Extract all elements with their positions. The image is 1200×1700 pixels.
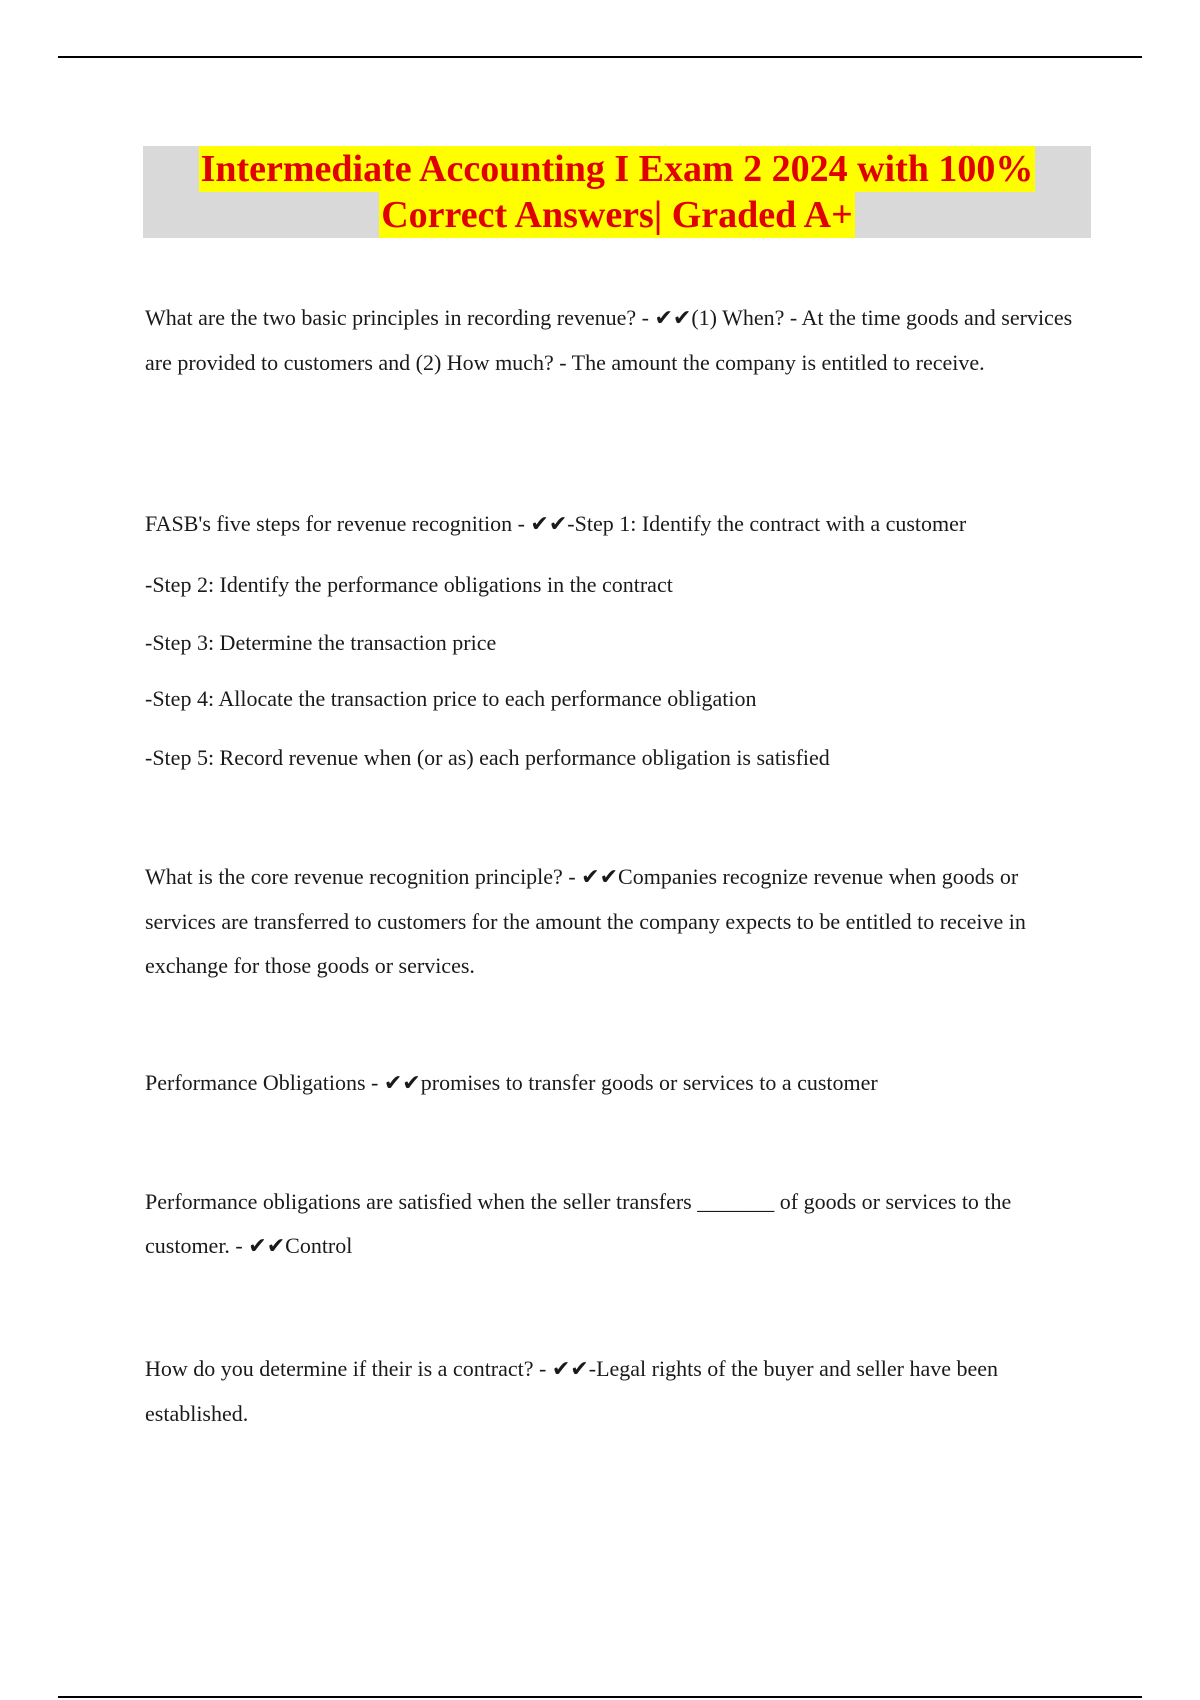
question-text: How do you determine if their is a contract? - xyxy=(145,1356,552,1381)
question-text: Performance Obligations - xyxy=(145,1070,384,1095)
answer-text: -Step 1: Identify the contract with a customer xyxy=(567,511,967,536)
double-check-icon: ✔✔ xyxy=(530,512,568,537)
qa-item-4 xyxy=(145,1061,1085,1106)
bottom-rule xyxy=(58,1696,1142,1698)
document-title xyxy=(143,146,1091,238)
qa-item-5 xyxy=(145,1180,1085,1269)
top-rule xyxy=(58,56,1142,58)
question-text: FASB's five steps for revenue recognition - xyxy=(145,511,531,536)
question-text: Performance obligations are satisfied when the seller transfers _______ of goods or services to the customer. - xyxy=(145,1189,1012,1258)
double-check-icon: ✔✔ xyxy=(581,865,619,890)
double-check-icon: ✔✔ xyxy=(248,1234,286,1259)
question-text: What are the two basic principles in recording revenue? - xyxy=(145,305,655,330)
step-item: -Step 5: Record revenue when (or as) each performance obligation is satisfied xyxy=(145,745,830,770)
qa-item-1 xyxy=(145,296,1085,385)
step-item: -Step 4: Allocate the transaction price to each performance obligation xyxy=(145,686,757,711)
double-check-icon: ✔✔ xyxy=(383,1071,421,1096)
qa-item-6 xyxy=(145,1347,1085,1436)
answer-text: Companies recognize revenue when goods or services are transferred to customers for the amount the company expects to be entitled to receive in exchange for those goods or services. xyxy=(145,864,1026,978)
double-check-icon: ✔✔ xyxy=(551,1357,589,1382)
answer-text: -Legal rights of the buyer and seller have been established. xyxy=(145,1356,999,1426)
title-line-1: Intermediate Accounting I Exam 2 2024 with 100% xyxy=(200,148,1034,190)
answer-text: (1) When? - At the time goods and services are provided to customers and (2) How much? - The amount the company is entitled to receive. xyxy=(145,305,1073,375)
step-item: -Step 3: Determine the transaction price xyxy=(145,630,497,655)
double-check-icon: ✔✔ xyxy=(654,306,692,331)
qa-item-3 xyxy=(145,855,1085,988)
question-text: What is the core revenue recognition principle? - xyxy=(145,864,582,889)
answer-text: promises to transfer goods or services to a customer xyxy=(420,1070,878,1095)
step-item: -Step 2: Identify the performance obligations in the contract xyxy=(145,572,673,597)
answer-text: Control xyxy=(285,1233,353,1258)
title-line-2: Correct Answers| Graded A+ xyxy=(381,194,853,236)
qa-item-2 xyxy=(145,502,1085,547)
